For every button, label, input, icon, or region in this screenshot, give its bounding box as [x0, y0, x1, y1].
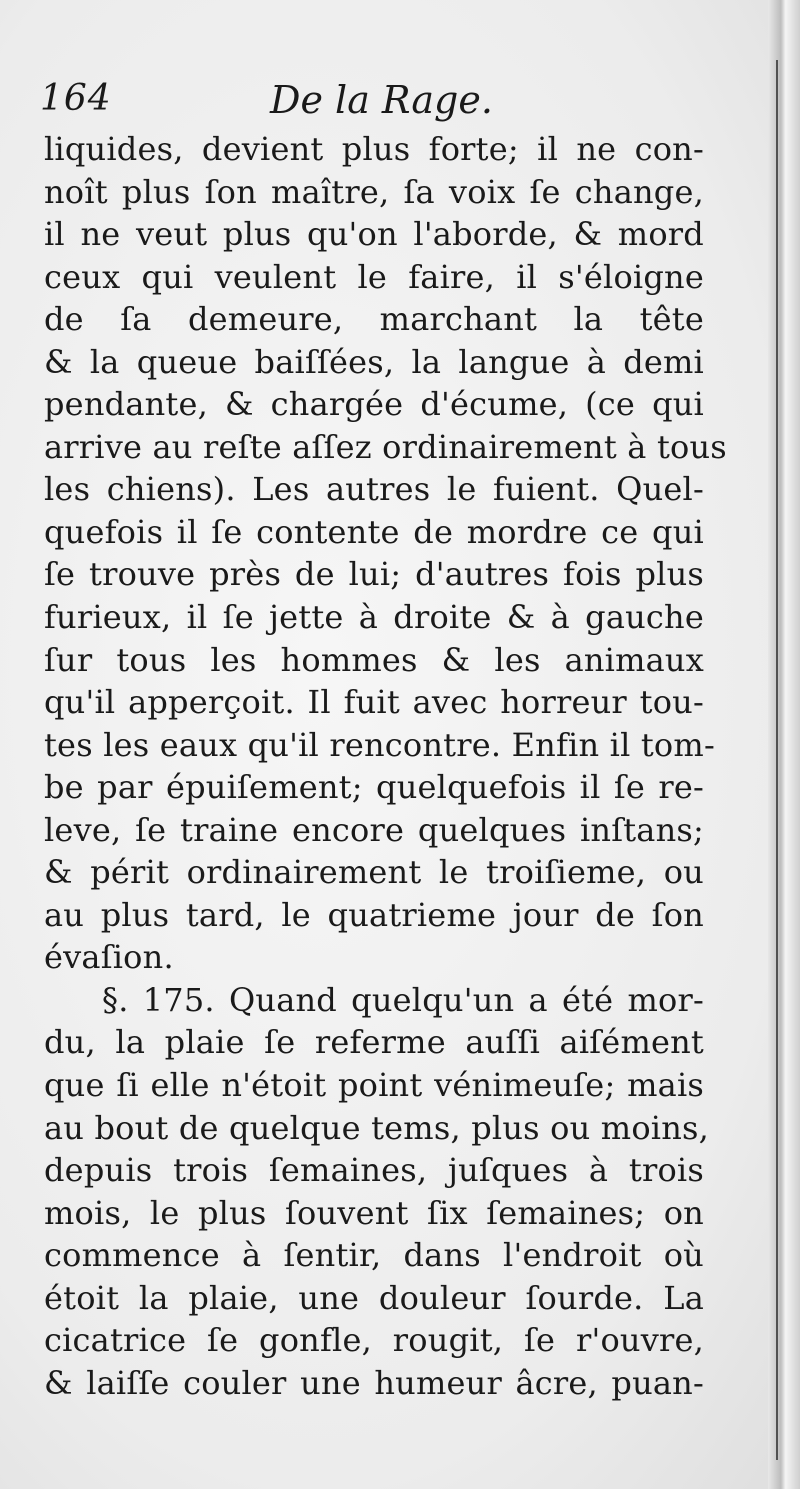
text-line: furieux, il ſe jette à droite & à gauche — [44, 598, 704, 637]
text-line: évaſion. — [44, 938, 174, 977]
page-header — [40, 78, 720, 128]
text-line: du, la plaie ſe referme auſſi aiſément — [44, 1023, 704, 1062]
text-line: quefois il ſe contente de mordre ce qui — [44, 512, 704, 551]
text-line: commence à ſentir, dans l'endroit où — [44, 1236, 704, 1275]
text-line: que ſi elle n'étoit point vénimeuſe; mais — [44, 1066, 704, 1105]
running-head: De la Rage. — [270, 78, 493, 122]
text-line: cicatrice ſe gonfle, rougit, ſe r'ouvre, — [44, 1321, 704, 1360]
book-gutter — [768, 0, 800, 1489]
text-line: ſur tous les hommes & les animaux — [44, 640, 704, 679]
text-line: noît plus ſon maître, ſa voix ſe change, — [44, 172, 704, 211]
text-line: & périt ordinairement le troiſieme, ou — [44, 853, 704, 892]
text-line: ſe trouve près de lui; d'autres fois plus — [44, 555, 704, 594]
text-line: & la queue baiſſées, la langue à demi — [44, 342, 704, 381]
text-line: liquides, devient plus forte; il ne con- — [44, 130, 704, 168]
text-line: leve, ſe traine encore quelques inſtans; — [44, 810, 704, 849]
text-line: ceux qui veulent le faire, il s'éloigne — [44, 257, 704, 296]
text-line: de ſa demeure, marchant la tête — [44, 300, 704, 339]
gutter-shadow-line — [776, 60, 778, 1460]
text-line: pendante, & chargée d'écume, (ce qui — [44, 385, 704, 424]
page-number: 164 — [40, 78, 112, 119]
text-line: étoit la plaie, une douleur ſourde. La — [44, 1278, 704, 1317]
body-text — [44, 128, 727, 1404]
text-line: mois, le plus ſouvent ſix ſemaines; on — [44, 1193, 704, 1232]
text-line: il ne veut plus qu'on l'aborde, & mord — [44, 215, 704, 254]
text-line: depuis trois ſemaines, juſques à trois — [44, 1151, 704, 1190]
text-line: au bout de quelque tems, plus ou moins, — [44, 1108, 710, 1147]
text-line: be par épuiſement; quelquefois il ſe re- — [44, 768, 704, 807]
text-line: les chiens). Les autres le fuient. Quel- — [44, 470, 704, 509]
text-line: au plus tard, le quatrieme jour de ſon — [44, 895, 704, 934]
paragraph-first-line: §. 175. Quand quelqu'un a été mor- — [102, 980, 704, 1019]
text-line: tes les eaux qu'il rencontre. Enfin il tom- — [44, 725, 715, 764]
text-line: & laiſſe couler une humeur âcre, puan- — [44, 1363, 704, 1402]
text-line: qu'il apperçoit. Il fuit avec horreur tou- — [44, 683, 704, 722]
text-line: arrive au reſte aſſez ordinairement à tous — [44, 427, 727, 466]
